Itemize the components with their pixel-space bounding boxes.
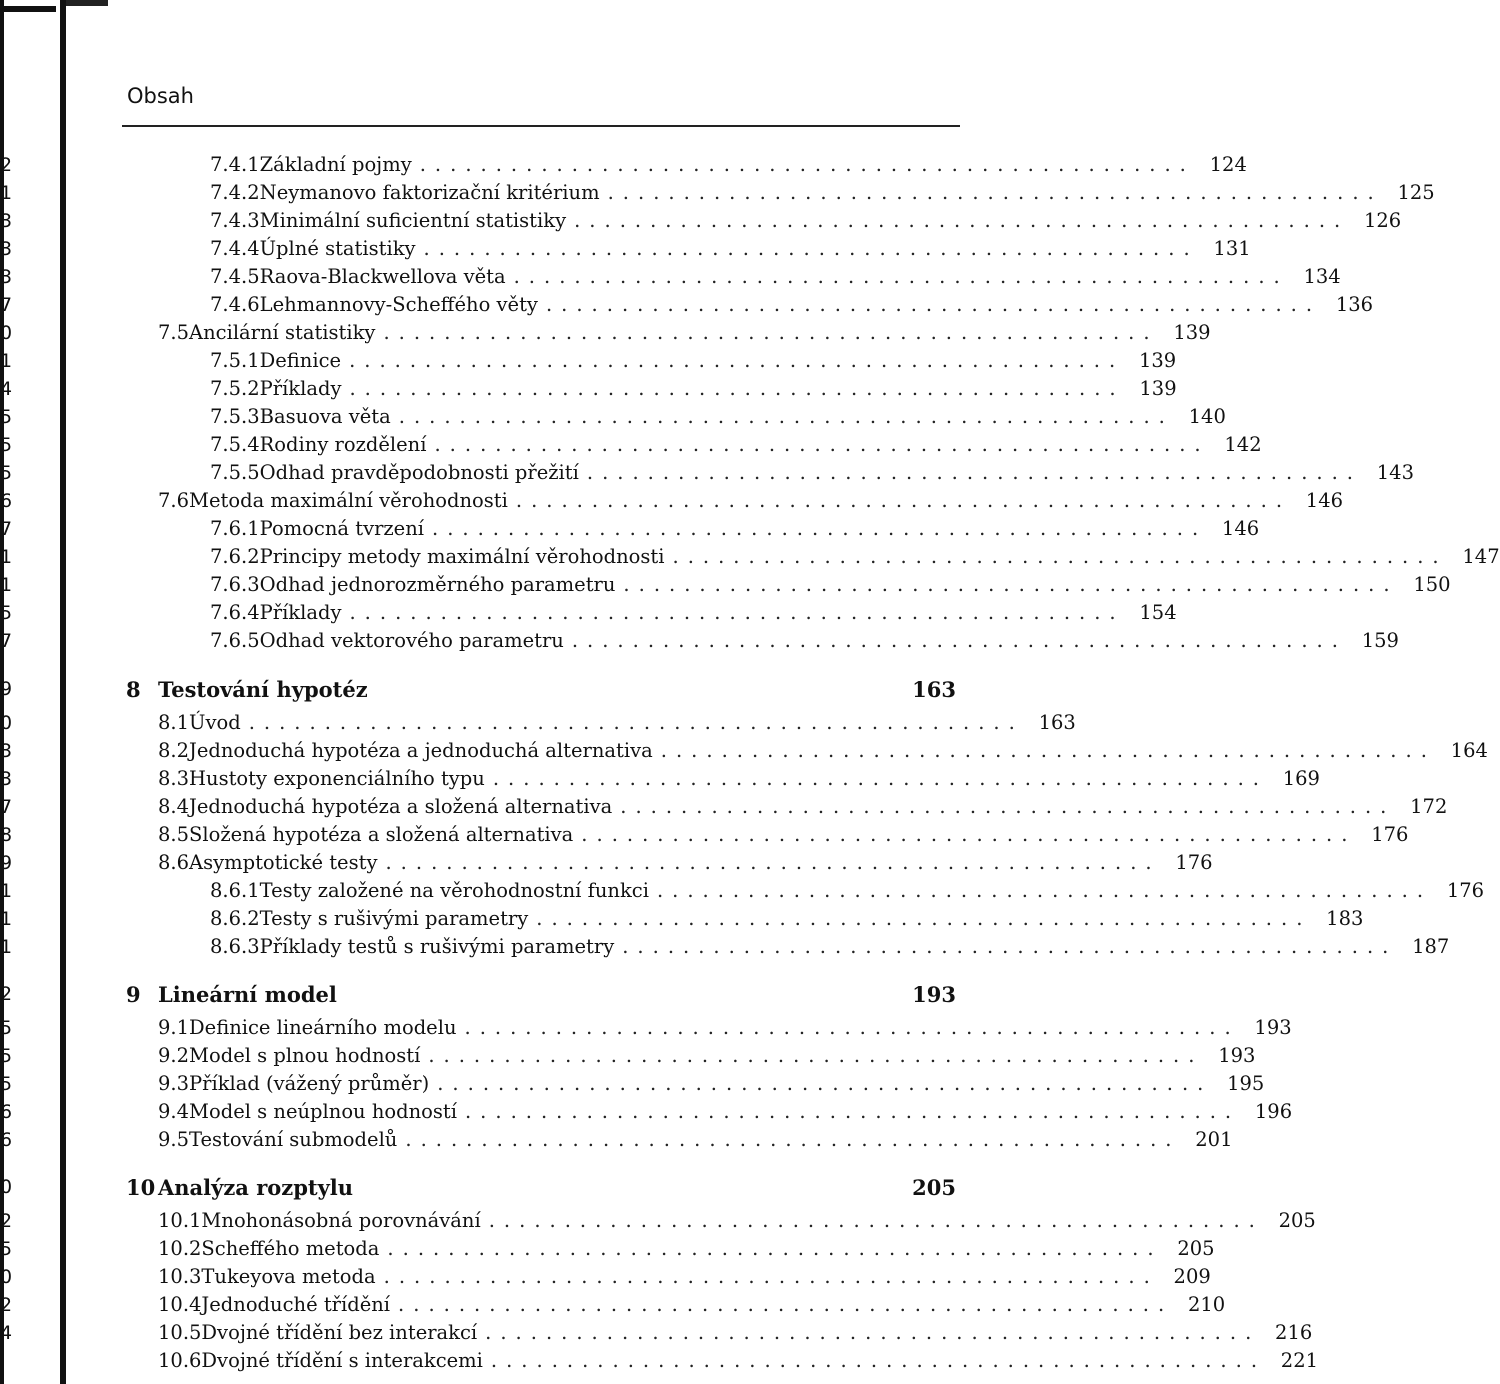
leader-dots: ...................................................: [398, 1293, 1174, 1316]
entry-page: 147: [1462, 545, 1500, 568]
edge-page-number: 7: [0, 630, 13, 652]
entry-number: 7.5.4: [210, 433, 260, 456]
entry-title: Testování submodelů: [189, 1128, 398, 1151]
toc-entry[interactable]: [158, 1014, 1292, 1042]
entry-page: 205: [1278, 1209, 1316, 1232]
entry-page: 163: [1038, 711, 1076, 734]
entry-title: Ancilární statistiky: [189, 321, 376, 344]
entry-number: 9.4: [158, 1100, 190, 1123]
edge-page-number: 3: [0, 740, 13, 762]
entry-page: 205: [1177, 1237, 1215, 1260]
entry-number: 8.1: [158, 711, 190, 734]
leader-dots: ...................................................: [349, 349, 1125, 372]
entry-page: 187: [1412, 935, 1450, 958]
leader-dots: ...................................................: [581, 823, 1357, 846]
toc-entry[interactable]: [158, 1126, 1233, 1154]
edge-page-number: 2: [0, 1210, 13, 1232]
toc-entry[interactable]: [158, 765, 1320, 793]
entry-number: 8.6.3: [210, 935, 260, 958]
entry-page: 142: [1224, 433, 1262, 456]
leader-dots: ...................................................: [571, 629, 1347, 652]
entry-page: 176: [1446, 879, 1485, 902]
entry-title: Definice lineárního modelu: [189, 1016, 457, 1039]
entry-title: Dvojné třídění bez interakcí: [201, 1321, 478, 1344]
toc-entry[interactable]: [210, 571, 1451, 599]
entry-title: Odhad jednorozměrného parametru: [259, 573, 616, 596]
entry-title: Pomocná tvrzení: [259, 517, 425, 540]
toc-entry[interactable]: [158, 849, 1213, 877]
toc-entry[interactable]: [210, 905, 1364, 933]
toc-entry[interactable]: [210, 459, 1414, 487]
toc-entry[interactable]: [210, 403, 1226, 431]
entry-number: 8.2: [158, 739, 190, 762]
edge-page-number: 5: [0, 602, 13, 624]
leader-dots: ...................................................: [490, 1349, 1267, 1372]
binding-shadow: [60, 0, 66, 1384]
entry-page: 221: [1280, 1349, 1319, 1372]
leader-dots: ...................................................: [437, 1072, 1213, 1095]
leader-dots: ...................................................: [660, 739, 1436, 762]
entry-number: 7.4.4: [210, 237, 260, 260]
leader-dots: ...................................................: [383, 1265, 1159, 1288]
entry-number: 10.3: [158, 1265, 202, 1288]
entry-page: 183: [1326, 907, 1364, 930]
edge-page-number: 7: [0, 518, 13, 540]
toc-entry[interactable]: [158, 1291, 1226, 1319]
entry-title: Asymptotické testy: [189, 851, 378, 874]
entry-number: 10.6: [158, 1349, 202, 1372]
leader-dots: ...................................................: [428, 1044, 1204, 1067]
leader-dots: ...................................................: [586, 461, 1362, 484]
entry-title: Dvojné třídění s interakcemi: [201, 1349, 483, 1372]
entry-page: 150: [1413, 573, 1451, 596]
edge-page-number: 4: [0, 378, 13, 400]
entry-number: 8.6.1: [210, 879, 260, 902]
toc-entry[interactable]: [158, 1207, 1316, 1235]
edge-page-number: 5: [0, 406, 13, 428]
entry-title: Testy založené na věrohodnostní funkci: [259, 879, 649, 902]
edge-page-number: 4: [0, 1322, 13, 1344]
entry-number: 7.4.3: [210, 209, 260, 232]
entry-page: 131: [1213, 237, 1251, 260]
toc-entry[interactable]: [210, 515, 1260, 543]
entry-title: Mnohonásobná porovnávání: [201, 1209, 481, 1232]
entry-page: 143: [1376, 461, 1414, 484]
toc-entry[interactable]: [158, 821, 1409, 849]
entry-number: 7.5: [158, 321, 190, 344]
edge-page-number: 6: [0, 1101, 13, 1123]
edge-top-line: [0, 6, 56, 12]
chapter-title: Testování hypotéz: [158, 677, 368, 702]
edge-page-number: 0: [0, 1176, 13, 1198]
entry-title: Příklady: [259, 601, 342, 624]
leader-dots: ...................................................: [574, 209, 1350, 232]
toc-entry[interactable]: [210, 235, 1251, 263]
entry-page: 210: [1187, 1293, 1226, 1316]
leader-dots: ...................................................: [464, 1016, 1240, 1039]
entry-number: 7.4.5: [210, 265, 260, 288]
entry-page: 140: [1188, 405, 1226, 428]
entry-number: 9.1: [158, 1016, 190, 1039]
chapter-page: 193: [912, 982, 956, 1007]
entry-page: 169: [1282, 767, 1320, 790]
leader-dots: ...................................................: [492, 767, 1268, 790]
entry-number: 7.4.1: [210, 153, 260, 176]
edge-page-number: 7: [0, 796, 13, 818]
entry-title: Basuova věta: [259, 405, 391, 428]
toc-entry[interactable]: [210, 151, 1247, 179]
previous-page-edge: [0, 0, 60, 1384]
running-head: Obsah: [127, 84, 194, 108]
entry-page: 146: [1305, 489, 1344, 512]
leader-dots: ...................................................: [248, 711, 1024, 734]
edge-page-number: 3: [0, 210, 13, 232]
edge-page-number: 3: [0, 238, 13, 260]
leader-dots: ...................................................: [385, 851, 1161, 874]
entry-page: 201: [1195, 1128, 1233, 1151]
entry-number: 7.6.3: [210, 573, 260, 596]
entry-title: Neymanovo faktorizační kritérium: [259, 181, 600, 204]
entry-number: 10.2: [158, 1237, 202, 1260]
leader-dots: ...................................................: [349, 601, 1125, 624]
entry-page: 176: [1371, 823, 1409, 846]
entry-number: 9.2: [158, 1044, 190, 1067]
toc-entry[interactable]: [210, 933, 1450, 961]
toc-entry[interactable]: [210, 179, 1435, 207]
chapter-heading[interactable]: [126, 675, 956, 705]
edge-page-number: 1: [0, 546, 13, 568]
toc-entry[interactable]: [210, 627, 1399, 655]
entry-page: 154: [1139, 601, 1177, 624]
entry-page: 139: [1173, 321, 1211, 344]
toc-entry[interactable]: [158, 737, 1488, 765]
entry-number: 9.5: [158, 1128, 190, 1151]
entry-title: Tukeyova metoda: [201, 1265, 376, 1288]
leader-dots: ...................................................: [383, 321, 1159, 344]
chapter-number: 9: [126, 982, 141, 1007]
edge-page-number: 6: [0, 490, 13, 512]
toc-entry[interactable]: [158, 709, 1076, 737]
top-rule: [60, 0, 108, 6]
chapter-number: 8: [126, 677, 141, 702]
toc-entry[interactable]: [158, 1098, 1293, 1126]
entry-title: Příklady testů s rušivými parametry: [259, 935, 615, 958]
entry-page: 125: [1397, 181, 1435, 204]
edge-page-number: 1: [0, 574, 13, 596]
toc-entry[interactable]: [158, 487, 1344, 515]
edge-page-number: 1: [0, 936, 13, 958]
entry-title: Jednoduchá hypotéza a jednoduchá alternativa: [189, 739, 653, 762]
leader-dots: ...................................................: [387, 1237, 1163, 1260]
entry-title: Úvod: [189, 711, 241, 734]
entry-number: 7.6.1: [210, 517, 260, 540]
entry-number: 7.4.2: [210, 181, 260, 204]
leader-dots: ...................................................: [623, 573, 1399, 596]
entry-page: 176: [1175, 851, 1213, 874]
entry-page: 195: [1227, 1072, 1265, 1095]
edge-page-number: 0: [0, 1266, 13, 1288]
toc-entry[interactable]: [210, 375, 1177, 403]
entry-title: Testy s rušivými parametry: [259, 907, 529, 930]
edge-page-number: 9: [0, 852, 13, 874]
edge-page-number: 2: [0, 983, 13, 1005]
entry-number: 8.3: [158, 767, 190, 790]
entry-title: Odhad pravděpodobnosti přežití: [259, 461, 579, 484]
entry-number: 10.1: [158, 1209, 202, 1232]
toc-entry[interactable]: [210, 207, 1402, 235]
leader-dots: ...................................................: [398, 405, 1174, 428]
toc-entry[interactable]: [158, 1042, 1256, 1070]
toc-entry[interactable]: [210, 877, 1485, 905]
edge-page-number: 1: [0, 350, 13, 372]
entry-number: 8.5: [158, 823, 190, 846]
entry-number: 7.6.4: [210, 601, 260, 624]
edge-page-number: 1: [0, 908, 13, 930]
entry-title: Raova-Blackwellova věta: [259, 265, 506, 288]
entry-page: 216: [1275, 1321, 1313, 1344]
edge-page-number: 9: [0, 678, 13, 700]
entry-title: Jednoduchá hypotéza a složená alternativa: [189, 795, 613, 818]
entry-title: Základní pojmy: [259, 153, 412, 176]
edge-page-number: 3: [0, 768, 13, 790]
leader-dots: ...................................................: [536, 907, 1312, 930]
entry-page: 209: [1173, 1265, 1211, 1288]
leader-dots: ...................................................: [464, 1100, 1241, 1123]
entry-page: 136: [1335, 293, 1374, 316]
toc-entry[interactable]: [210, 263, 1341, 291]
edge-page-number: 2: [0, 1294, 13, 1316]
entry-number: 7.5.5: [210, 461, 260, 484]
entry-number: 10.4: [158, 1293, 202, 1316]
entry-number: 7.5.1: [210, 349, 260, 372]
toc-entry[interactable]: [210, 431, 1262, 459]
entry-number: 8.4: [158, 795, 190, 818]
leader-dots: ...................................................: [513, 265, 1289, 288]
chapter-title: Analýza rozptylu: [158, 1175, 354, 1200]
entry-title: Minimální suficientní statistiky: [259, 209, 567, 232]
edge-page-number: 1: [0, 182, 13, 204]
entry-title: Scheffého metoda: [201, 1237, 380, 1260]
entry-title: Příklady: [259, 377, 342, 400]
entry-page: 139: [1138, 349, 1177, 372]
entry-title: Model s neúplnou hodností: [189, 1100, 457, 1123]
edge-page-number: 1: [0, 880, 13, 902]
chapter-number: 10: [126, 1175, 156, 1200]
entry-page: 159: [1361, 629, 1399, 652]
entry-number: 7.5.3: [210, 405, 260, 428]
leader-dots: ...................................................: [405, 1128, 1181, 1151]
edge-page-number: 5: [0, 1017, 13, 1039]
leader-dots: ...................................................: [622, 935, 1398, 958]
entry-number: 7.6.2: [210, 545, 260, 568]
toc-entry[interactable]: [158, 1263, 1211, 1291]
edge-page-number: 5: [0, 462, 13, 484]
edge-page-number: 5: [0, 1238, 13, 1260]
toc-entry[interactable]: [158, 1235, 1215, 1263]
leader-dots: ...................................................: [672, 545, 1448, 568]
edge-page-number: 6: [0, 1129, 13, 1151]
chapter-heading[interactable]: [126, 980, 956, 1010]
leader-dots: ...................................................: [620, 795, 1396, 818]
leader-dots: ...................................................: [419, 153, 1195, 176]
edge-page-number: 2: [0, 154, 13, 176]
leader-dots: ...................................................: [485, 1321, 1261, 1344]
chapter-heading[interactable]: [126, 1173, 956, 1203]
toc-entry[interactable]: [158, 1070, 1265, 1098]
entry-title: Lehmannovy-Scheffého věty: [259, 293, 538, 316]
edge-page-number: 5: [0, 1073, 13, 1095]
header-rule: [122, 125, 960, 127]
entry-number: 8.6: [158, 851, 190, 874]
chapter-page: 163: [912, 677, 956, 702]
edge-page-number: 0: [0, 322, 13, 344]
entry-number: 9.3: [158, 1072, 190, 1095]
entry-title: Odhad vektorového parametru: [259, 629, 564, 652]
leader-dots: ...................................................: [545, 293, 1322, 316]
edge-page-number: 7: [0, 294, 13, 316]
edge-page-number: 5: [0, 1045, 13, 1067]
toc-entry[interactable]: [158, 793, 1448, 821]
entry-title: Rodiny rozdělení: [259, 433, 427, 456]
leader-dots: ...................................................: [607, 181, 1383, 204]
leader-dots: ...................................................: [432, 517, 1208, 540]
entry-page: 126: [1363, 209, 1402, 232]
entry-page: 196: [1254, 1100, 1293, 1123]
toc-entry[interactable]: [210, 291, 1374, 319]
entry-number: 7.6.5: [210, 629, 260, 652]
leader-dots: ...................................................: [349, 377, 1125, 400]
leader-dots: ...................................................: [434, 433, 1210, 456]
entry-title: Příklad (vážený průměr): [189, 1072, 430, 1095]
entry-title: Definice: [259, 349, 342, 372]
entry-title: Úplné statistiky: [259, 237, 416, 260]
leader-dots: ...................................................: [423, 237, 1199, 260]
entry-title: Model s plnou hodností: [189, 1044, 421, 1067]
entry-title: Složená hypotéza a složená alternativa: [189, 823, 574, 846]
entry-page: 124: [1209, 153, 1247, 176]
entry-number: 10.5: [158, 1321, 202, 1344]
leader-dots: ...................................................: [656, 879, 1433, 902]
toc-entry[interactable]: [158, 1347, 1319, 1375]
entry-page: 193: [1254, 1016, 1292, 1039]
edge-page-number: 5: [0, 434, 13, 456]
entry-page: 134: [1303, 265, 1341, 288]
edge-page-number: 8: [0, 824, 13, 846]
toc-entry[interactable]: [158, 319, 1211, 347]
entry-page: 193: [1218, 1044, 1256, 1067]
toc-entry[interactable]: [210, 599, 1177, 627]
entry-title: Hustoty exponenciálního typu: [189, 767, 485, 790]
leader-dots: ...................................................: [515, 489, 1292, 512]
entry-page: 172: [1410, 795, 1448, 818]
entry-number: 8.6.2: [210, 907, 260, 930]
entry-page: 164: [1450, 739, 1488, 762]
toc-entry[interactable]: [210, 543, 1500, 571]
entry-number: 7.6: [158, 489, 190, 512]
toc-entry[interactable]: [210, 347, 1177, 375]
edge-page-number: 0: [0, 712, 13, 734]
toc-entry[interactable]: [158, 1319, 1313, 1347]
edge-page-number: 3: [0, 266, 13, 288]
entry-number: 7.5.2: [210, 377, 260, 400]
entry-title: Jednoduché třídění: [201, 1293, 391, 1316]
entry-page: 139: [1139, 377, 1177, 400]
entry-number: 7.4.6: [210, 293, 260, 316]
leader-dots: ...................................................: [488, 1209, 1264, 1232]
entry-title: Metoda maximální věrohodnosti: [189, 489, 508, 512]
entry-title: Principy metody maximální věrohodnosti: [259, 545, 665, 568]
chapter-page: 205: [912, 1175, 956, 1200]
chapter-title: Lineární model: [158, 982, 337, 1007]
entry-page: 146: [1221, 517, 1260, 540]
